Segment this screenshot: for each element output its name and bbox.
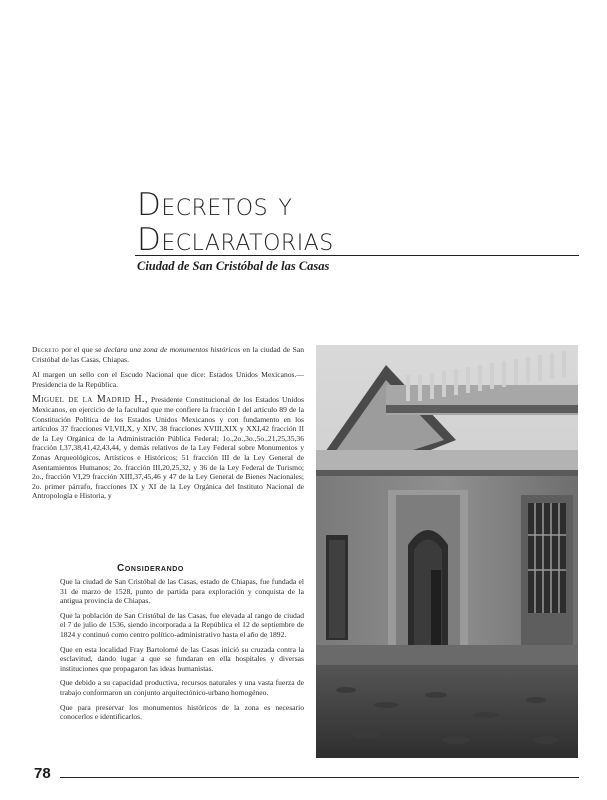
considerando-heading: Considerando bbox=[117, 563, 184, 574]
decree-paragraph-1 bbox=[32, 345, 304, 364]
subtitle: Ciudad de San Cristóbal de las Casas bbox=[137, 259, 330, 273]
title-rule bbox=[135, 255, 579, 256]
decree-p1-pre: por el que se bbox=[58, 345, 104, 354]
considerando-paragraph: Que para preservar los monumentos históricos de la zona es necesario conocerlos e identificarlos. bbox=[60, 702, 304, 722]
considerando-paragraph: Que la población de San Cristóbal de las Casas, fue elevada al rango de ciudad el 7 de julio de 1536, siendo incorporada a la República el 12 de septiembre de 1824 y continuó como centro político-administrativo hasta el año de 1892. bbox=[60, 610, 304, 639]
president-name: Miguel de la Madrid H., bbox=[32, 394, 148, 406]
page-number: 78 bbox=[34, 765, 51, 782]
considerando-text bbox=[60, 577, 304, 727]
decree-paragraph-2: Al margen un sello con el Escudo Nacional que dice: Estados Unidos Mexicanos.—Presidencia de la República. bbox=[32, 370, 304, 389]
page-title bbox=[137, 188, 577, 258]
decree-lead: Decreto bbox=[32, 345, 59, 354]
considerando-paragraph: Que la ciudad de San Cristóbal de las Casas, estado de Chiapas, fue fundada el 31 de marzo de 1528, punto de partida para exploración y conquista de la antigua provincia de Chiapas. bbox=[60, 577, 304, 606]
footer-rule bbox=[60, 777, 579, 778]
decree-p3-body: Presidente Constitucional de los Estados Unidos Mexicanos, en ejercicio de la facultad que me confiere la fracción I del artículo 89 de la Constitución Política de los Estados Unidos Mexicanos y con fundamento en los artículos 37 fracciones VI,VII,X, y XIV, 38 fracciones XVIII,XIX y XXI,42 fracción II de la Ley Orgánica de la Administración Pública Federal; 1o.,2o.,3o.,5o.,21,25,35,36 fracción I,37,38,41,42,43,44, y demás relativos de la Ley Federal sobre Monumentos y Zonas Arqueológicos, Artísticos e Históricos; 51 fracción III de la Ley General de Asentamientos Humanos; 2o. fracción III,20,25,32, y 36 de la Ley Federal de Turismo; 2o., fracción VI,29 fracción XIII,37,45,46 y 47 de la Ley General de Bienes Nacionales; 2o. primer párrafo, fracciones IX y XI de la Ley Orgánica del Instituto Nacional de Antropología e Historia, y bbox=[32, 395, 304, 501]
decree-text bbox=[32, 345, 304, 507]
colonial-building-photo bbox=[316, 345, 578, 758]
decree-p1-emphasis: declara una zona de monumentos históricos bbox=[103, 345, 241, 354]
decree-p1-post: en la ciudad de San Cristóbal de las Casas, Chiapas. bbox=[32, 345, 304, 364]
considerando-paragraph: Que debido a su capacidad productiva, recursos naturales y una vasta fuerza de trabajo conformaron un conjunto arquitectónico-urbano homogéneo. bbox=[60, 678, 304, 697]
decree-paragraph-3 bbox=[32, 395, 304, 501]
considerando-paragraph: Que en esta localidad Fray Bartolomé de las Casas inició su cruzada contra la esclavitud, dando lugar a que se fundaran en ella hospitales y diversas instituciones que propagaron las ideas humanistas. bbox=[60, 644, 304, 673]
title-line-2: Declaratorias bbox=[137, 222, 334, 258]
photo-illustration bbox=[316, 345, 578, 758]
title-line-1: Decretos y bbox=[137, 187, 293, 223]
